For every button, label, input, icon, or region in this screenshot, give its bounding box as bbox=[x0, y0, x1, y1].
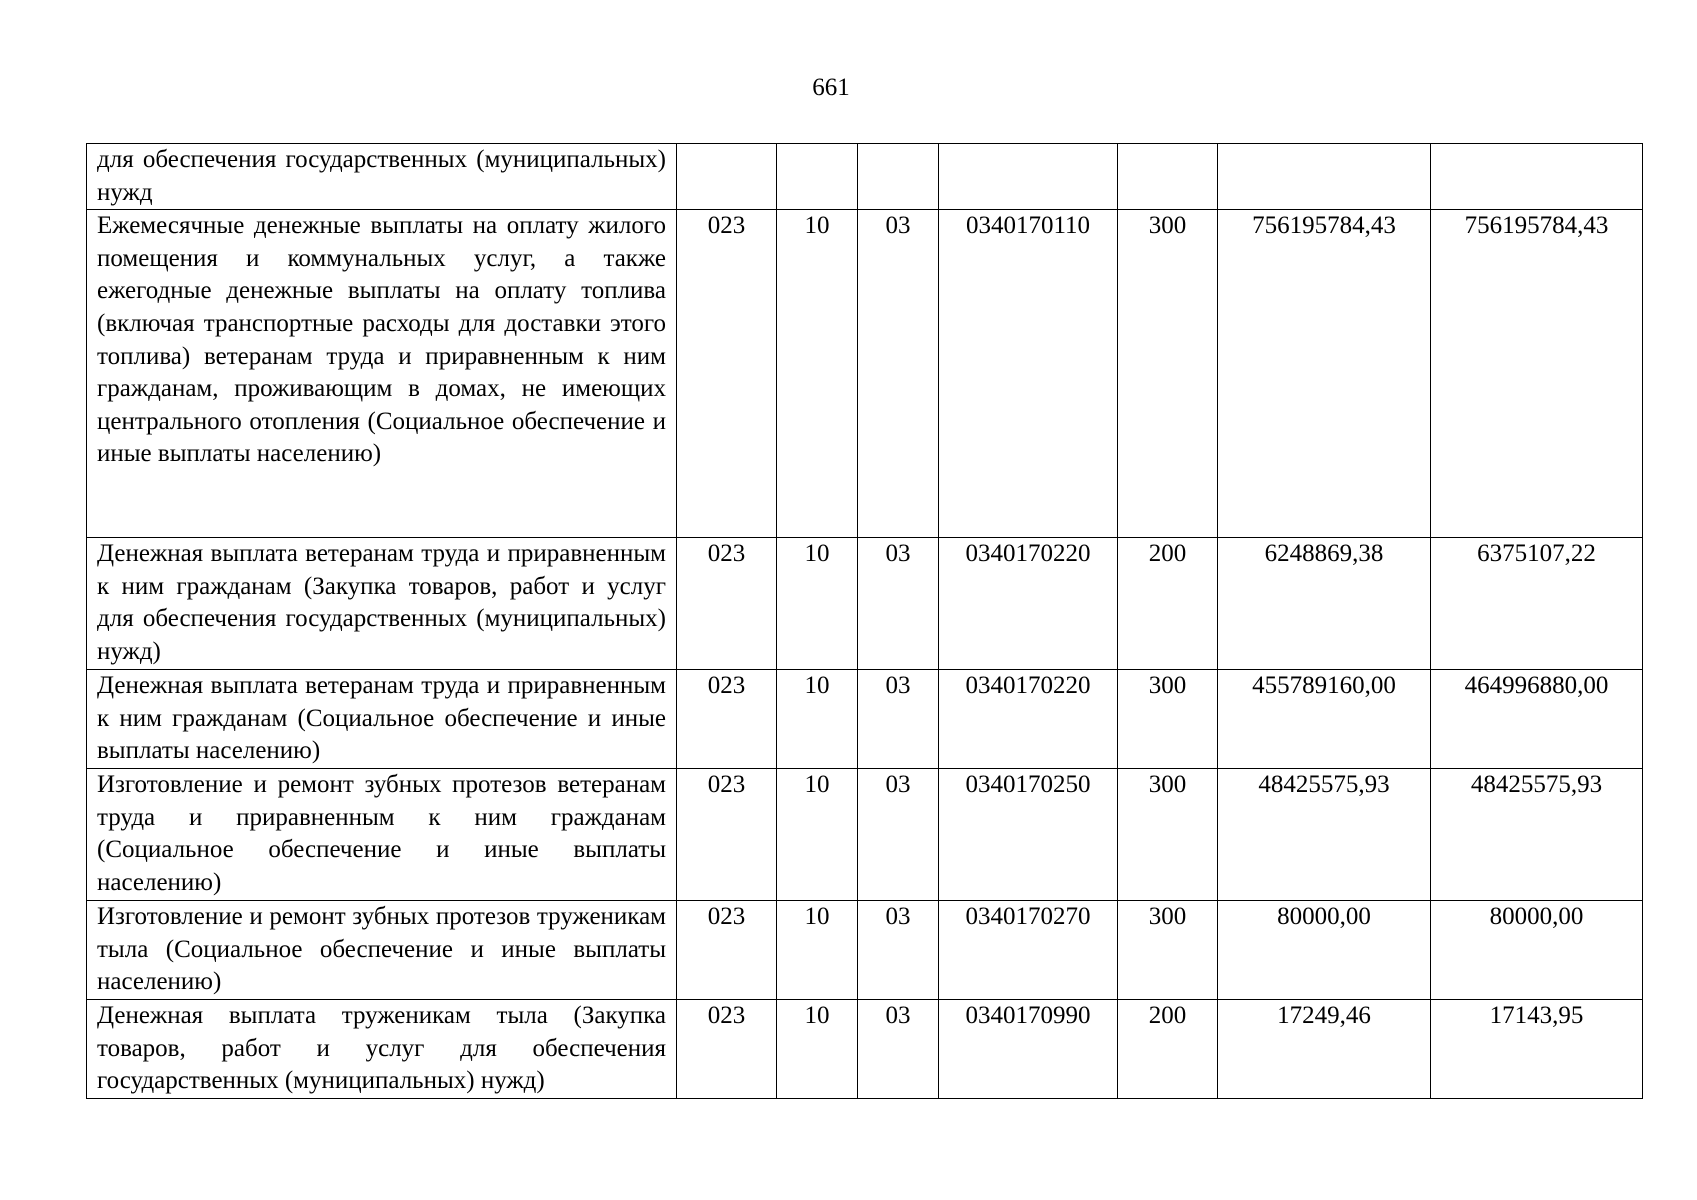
section-code: 10 bbox=[777, 901, 858, 1000]
target-article-code: 0340170110 bbox=[939, 210, 1118, 538]
subsection-code: 03 bbox=[858, 538, 939, 670]
subsection-code: 03 bbox=[858, 769, 939, 901]
target-article-code: 0340170220 bbox=[939, 670, 1118, 769]
row-description: Ежемесячные денежные выплаты на оплату жилого помещения и коммунальных услуг, а также ежегодные денежные выплаты на оплату топлива (включая транспортные расходы для доставки этого топлива) ветеранам труда и приравненным к ним гражданам, проживающим в домах, не имеющих центрального отопления (Социальное обеспечение и иные выплаты населению) bbox=[87, 210, 677, 538]
amount-year-2 bbox=[1431, 144, 1643, 210]
row-description: Денежная выплата труженикам тыла (Закупка товаров, работ и услуг для обеспечения государственных (муниципальных) нужд) bbox=[87, 1000, 677, 1099]
amount-year-2: 80000,00 bbox=[1431, 901, 1643, 1000]
ministry-code: 023 bbox=[677, 1000, 777, 1099]
amount-year-1: 80000,00 bbox=[1218, 901, 1431, 1000]
amount-year-2: 756195784,43 bbox=[1431, 210, 1643, 538]
table-row bbox=[87, 1000, 1643, 1099]
amount-year-1 bbox=[1218, 144, 1431, 210]
section-code: 10 bbox=[777, 538, 858, 670]
expense-type-code: 200 bbox=[1118, 538, 1218, 670]
expense-type-code bbox=[1118, 144, 1218, 210]
amount-year-2: 6375107,22 bbox=[1431, 538, 1643, 670]
ministry-code: 023 bbox=[677, 210, 777, 538]
ministry-code: 023 bbox=[677, 901, 777, 1000]
table-row bbox=[87, 144, 1643, 210]
subsection-code: 03 bbox=[858, 1000, 939, 1099]
amount-year-2: 17143,95 bbox=[1431, 1000, 1643, 1099]
target-article-code bbox=[939, 144, 1118, 210]
amount-year-1: 455789160,00 bbox=[1218, 670, 1431, 769]
target-article-code: 0340170270 bbox=[939, 901, 1118, 1000]
expense-type-code: 300 bbox=[1118, 901, 1218, 1000]
subsection-code: 03 bbox=[858, 210, 939, 538]
amount-year-2: 48425575,93 bbox=[1431, 769, 1643, 901]
target-article-code: 0340170250 bbox=[939, 769, 1118, 901]
row-description: Изготовление и ремонт зубных протезов труженикам тыла (Социальное обеспечение и иные выплаты населению) bbox=[87, 901, 677, 1000]
section-code: 10 bbox=[777, 670, 858, 769]
expense-type-code: 300 bbox=[1118, 210, 1218, 538]
subsection-code: 03 bbox=[858, 901, 939, 1000]
target-article-code: 0340170220 bbox=[939, 538, 1118, 670]
ministry-code bbox=[677, 144, 777, 210]
section-code: 10 bbox=[777, 1000, 858, 1099]
expense-type-code: 300 bbox=[1118, 670, 1218, 769]
row-description: Денежная выплата ветеранам труда и приравненным к ним гражданам (Социальное обеспечение и иные выплаты населению) bbox=[87, 670, 677, 769]
amount-year-1: 6248869,38 bbox=[1218, 538, 1431, 670]
table-row bbox=[87, 538, 1643, 670]
section-code bbox=[777, 144, 858, 210]
expense-type-code: 300 bbox=[1118, 769, 1218, 901]
amount-year-1: 48425575,93 bbox=[1218, 769, 1431, 901]
row-description: Денежная выплата ветеранам труда и приравненным к ним гражданам (Закупка товаров, работ и услуг для обеспечения государственных (муниципальных) нужд) bbox=[87, 538, 677, 670]
ministry-code: 023 bbox=[677, 769, 777, 901]
subsection-code bbox=[858, 144, 939, 210]
page-number: 661 bbox=[812, 74, 850, 101]
table-row bbox=[87, 210, 1643, 538]
target-article-code: 0340170990 bbox=[939, 1000, 1118, 1099]
section-code: 10 bbox=[777, 769, 858, 901]
table-body bbox=[87, 144, 1643, 1099]
table-row bbox=[87, 769, 1643, 901]
row-description: для обеспечения государственных (муниципальных) нужд bbox=[87, 144, 677, 210]
section-code: 10 bbox=[777, 210, 858, 538]
ministry-code: 023 bbox=[677, 670, 777, 769]
amount-year-1: 756195784,43 bbox=[1218, 210, 1431, 538]
amount-year-2: 464996880,00 bbox=[1431, 670, 1643, 769]
amount-year-1: 17249,46 bbox=[1218, 1000, 1431, 1099]
table-row bbox=[87, 670, 1643, 769]
budget-table bbox=[86, 143, 1643, 1099]
row-description: Изготовление и ремонт зубных протезов ветеранам труда и приравненным к ним гражданам (Социальное обеспечение и иные выплаты населению) bbox=[87, 769, 677, 901]
subsection-code: 03 bbox=[858, 670, 939, 769]
ministry-code: 023 bbox=[677, 538, 777, 670]
table-row bbox=[87, 901, 1643, 1000]
expense-type-code: 200 bbox=[1118, 1000, 1218, 1099]
